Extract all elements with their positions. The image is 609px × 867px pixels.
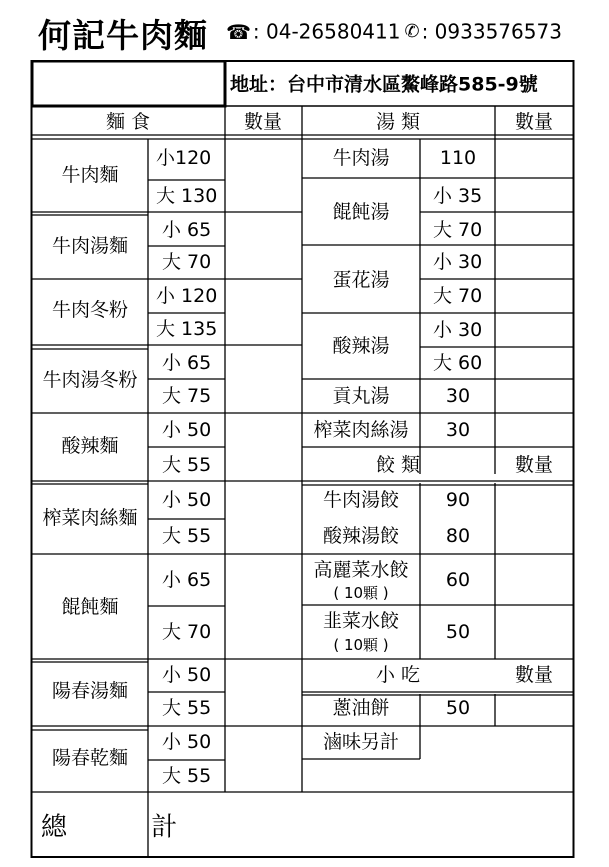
order-sheet — [30, 60, 575, 860]
phone-icon: ☎ — [226, 19, 251, 44]
dumpling-name: 韭菜水餃 — [322, 610, 400, 632]
noodle-price-large: 大 70 — [162, 251, 212, 273]
address: 地址：台中市清水區鰲峰路585-9號 — [230, 73, 538, 96]
shop-name: 何記牛肉麵 — [38, 16, 208, 55]
noodle-price-small: 小 50 — [162, 489, 212, 511]
noodle-price-large: 大 55 — [162, 697, 212, 719]
dumpling-name: 酸辣湯餃 — [322, 525, 400, 547]
snack-price: 50 — [445, 697, 471, 719]
phone-number: : 04-26580411 — [252, 19, 401, 44]
snack-name: 蔥油餅 — [332, 697, 390, 719]
dumpling-name: 高麗菜水餃 — [313, 559, 409, 581]
noodles-qty-header: 數量 — [243, 111, 283, 133]
dumpling-price: 60 — [445, 569, 471, 591]
noodle-price-large: 大 70 — [162, 621, 212, 643]
contact-line — [226, 18, 562, 44]
dumpling-note: ( 10顆 ) — [333, 636, 389, 654]
soups-qty-header: 數量 — [514, 111, 554, 133]
dumpling-price: 80 — [445, 525, 471, 547]
noodle-price-large: 大 55 — [162, 765, 212, 787]
dumpling-price: 90 — [445, 489, 471, 511]
noodle-name: 牛肉湯麵 — [51, 235, 129, 257]
noodle-price-large: 大 55 — [162, 454, 212, 476]
soup-price-large: 大 70 — [433, 285, 483, 307]
soup-price-large: 大 70 — [433, 219, 483, 241]
dumpling-name: 牛肉湯餃 — [322, 489, 400, 511]
snacks-qty-header: 數量 — [514, 664, 554, 686]
soup-name: 牛肉湯 — [332, 147, 390, 169]
soup-price: 30 — [445, 419, 471, 441]
total-label: 總 計 — [41, 812, 216, 843]
snack-name: 滷味另計 — [322, 731, 400, 753]
noodle-name: 牛肉麵 — [61, 164, 119, 186]
soup-price-small: 小 35 — [433, 185, 483, 207]
soup-name: 餛飩湯 — [332, 201, 390, 223]
dumplings-qty-header: 數量 — [514, 454, 554, 476]
noodle-price-small: 小 50 — [162, 731, 212, 753]
soup-name: 蛋花湯 — [332, 269, 390, 291]
noodle-name: 餛飩麵 — [61, 596, 119, 618]
noodle-name: 酸辣麵 — [61, 435, 119, 457]
soup-name: 榨菜肉絲湯 — [313, 419, 409, 441]
soup-price: 30 — [445, 385, 471, 407]
soup-price-small: 小 30 — [433, 251, 483, 273]
noodle-price-small: 小 65 — [162, 352, 212, 374]
noodle-name: 牛肉湯冬粉 — [42, 369, 138, 391]
soup-price-large: 大 60 — [433, 352, 483, 374]
noodle-name: 陽春湯麵 — [51, 680, 129, 702]
noodle-price-small: 小 65 — [162, 569, 212, 591]
noodle-price-large: 大 55 — [162, 525, 212, 547]
noodle-price-large: 大 135 — [156, 318, 218, 340]
soups-header: 湯 類 — [375, 111, 421, 133]
noodle-price-large: 大 75 — [162, 385, 212, 407]
mobile-phone-icon: ✆ — [404, 21, 420, 42]
noodle-price-small: 小 50 — [162, 664, 212, 686]
dumpling-price: 50 — [445, 621, 471, 643]
noodle-price-small: 小 65 — [162, 219, 212, 241]
noodle-price-small: 小 120 — [156, 285, 218, 307]
soup-price: 110 — [439, 147, 477, 169]
soup-name: 酸辣湯 — [332, 335, 390, 357]
dumplings-header: 餃 類 — [375, 454, 421, 476]
dumpling-note: ( 10顆 ) — [333, 584, 389, 602]
mobile-number: : 0933576573 — [421, 19, 562, 44]
noodle-name: 榨菜肉絲麵 — [42, 507, 138, 529]
noodle-price-small: 小120 — [156, 147, 212, 169]
noodle-name: 牛肉冬粉 — [51, 299, 129, 321]
noodles-header: 麵 食 — [105, 111, 151, 133]
soup-price-small: 小 30 — [433, 319, 483, 341]
noodle-price-small: 小 50 — [162, 419, 212, 441]
soup-name: 貢丸湯 — [332, 385, 390, 407]
noodle-price-large: 大 130 — [156, 185, 218, 207]
noodle-name: 陽春乾麵 — [51, 747, 129, 769]
snacks-header: 小 吃 — [375, 664, 421, 686]
